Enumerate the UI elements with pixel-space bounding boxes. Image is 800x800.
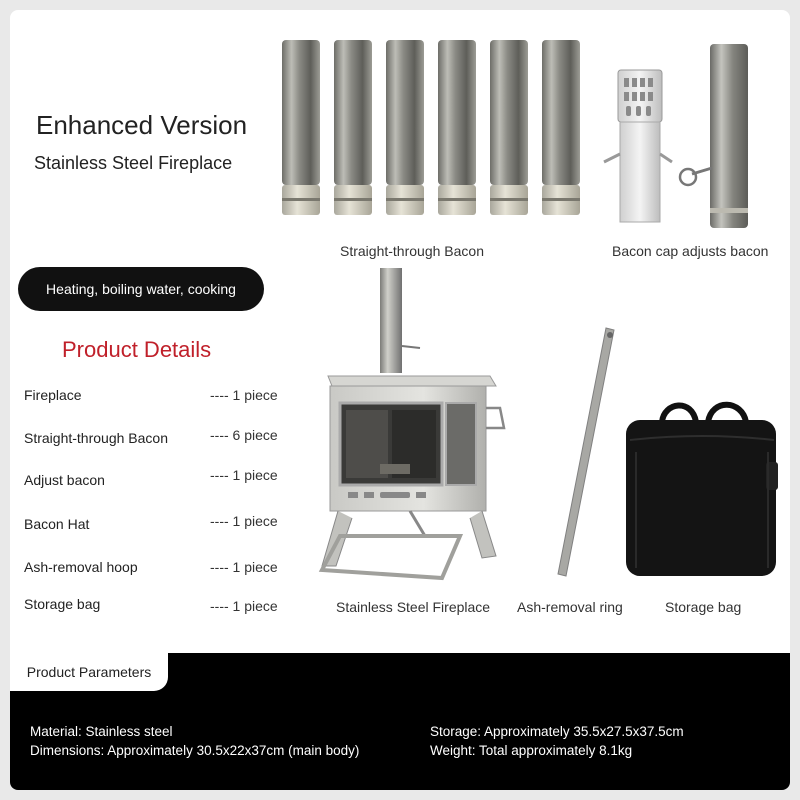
parameters-tab: Product Parameters (10, 653, 168, 691)
details-title: Product Details (62, 337, 212, 362)
detail-row (24, 559, 286, 579)
pipe (490, 40, 528, 215)
detail-qty: ---- 1 piece (210, 559, 278, 575)
detail-row (24, 467, 286, 492)
hero-title: Enhanced Version (36, 110, 248, 140)
pipe (282, 40, 320, 215)
pipe (438, 40, 476, 215)
detail-qty: ---- 6 piece (210, 427, 278, 443)
detail-qty: ---- 1 piece (210, 467, 278, 483)
pipe (386, 40, 424, 215)
cap-caption: Bacon cap adjusts bacon (612, 243, 769, 259)
detail-row (24, 596, 286, 616)
pipe (334, 40, 372, 215)
detail-row (24, 427, 286, 450)
parameters-panel (10, 653, 790, 790)
param-dimensions: Dimensions: Approximately 30.5x22x37cm (main body) (30, 743, 360, 758)
product-card (10, 10, 790, 790)
detail-name: Bacon Hat (24, 516, 90, 532)
detail-qty: ---- 1 piece (210, 598, 278, 614)
detail-name: Fireplace (24, 387, 82, 403)
ring-caption: Ash-removal ring (517, 599, 623, 615)
detail-name: Ash-removal hoop (24, 559, 138, 575)
bacon-cap-image (600, 32, 760, 232)
param-material: Material: Stainless steel (30, 724, 173, 739)
detail-name: Storage bag (24, 596, 101, 612)
straight-pipes-image (278, 38, 598, 223)
fireplace-image (310, 268, 510, 580)
detail-row (24, 387, 286, 407)
pipe (542, 40, 580, 215)
detail-name: Straight-through Bacon (24, 430, 168, 446)
storage-bag-image (622, 392, 782, 578)
pipes-caption: Straight-through Bacon (340, 243, 484, 259)
detail-qty: ---- 1 piece (210, 513, 278, 529)
ash-ring-image (550, 326, 620, 582)
detail-name: Adjust bacon (24, 472, 105, 488)
param-storage: Storage: Approximately 35.5x27.5x37.5cm (430, 724, 684, 739)
detail-qty: ---- 1 piece (210, 387, 278, 403)
hero-subtitle: Stainless Steel Fireplace (34, 153, 233, 173)
bag-caption: Storage bag (665, 599, 742, 615)
tagline-pill: Heating, boiling water, cooking (18, 267, 264, 311)
detail-row (24, 513, 286, 536)
param-weight: Weight: Total approximately 8.1kg (430, 743, 633, 758)
fireplace-caption: Stainless Steel Fireplace (336, 599, 491, 615)
